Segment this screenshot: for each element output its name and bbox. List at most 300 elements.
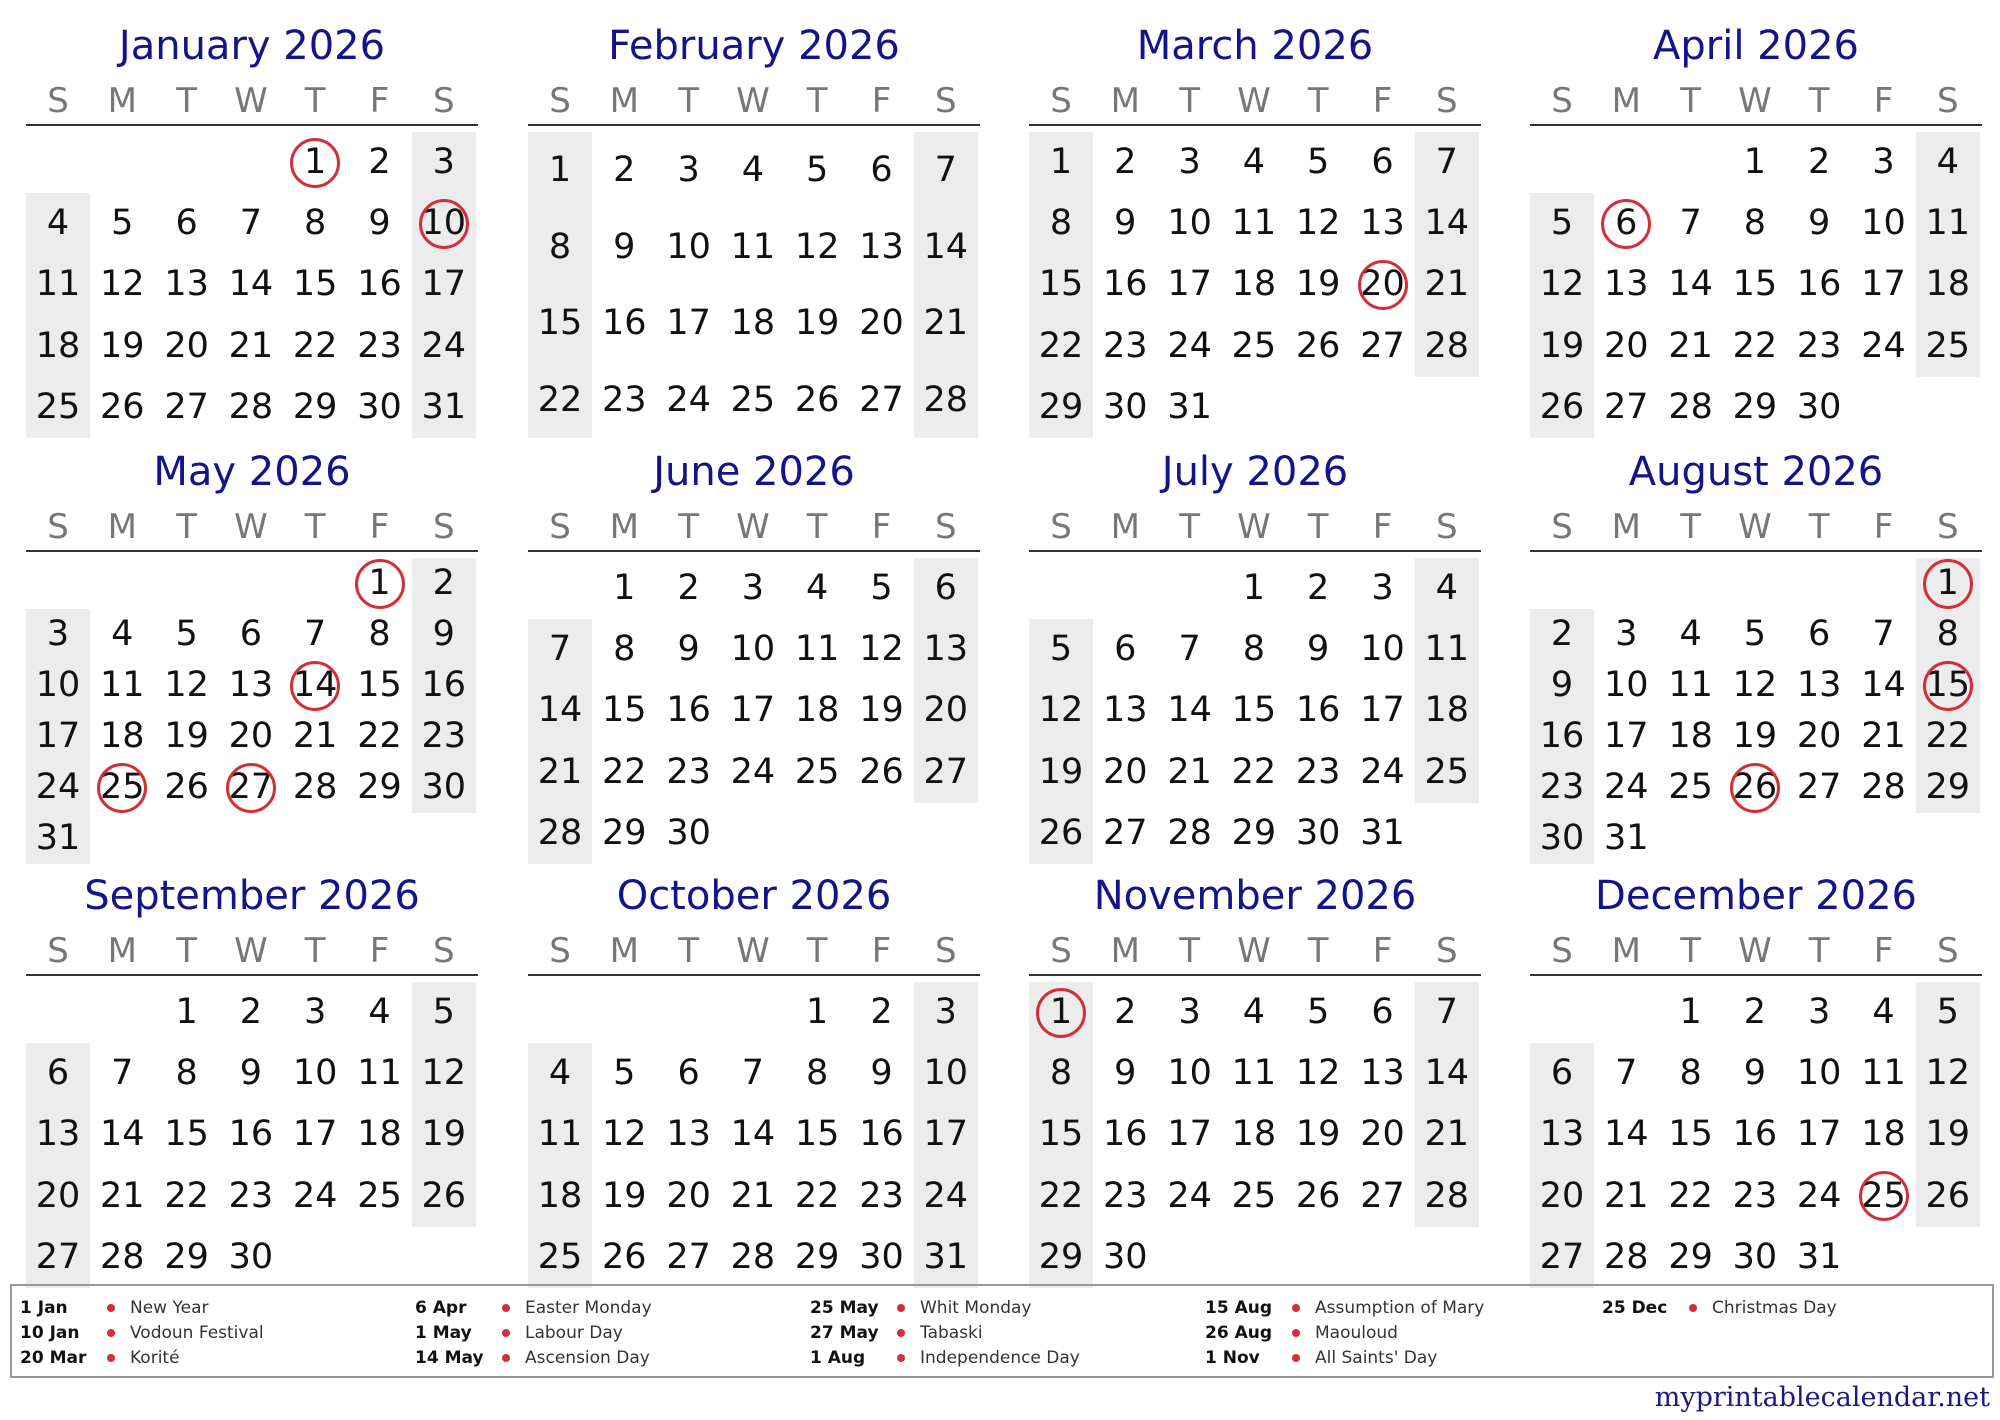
day-number: 27 xyxy=(666,1236,711,1277)
day-number: 9 xyxy=(870,1053,893,1094)
day-grid xyxy=(528,982,980,1288)
day-number: 7 xyxy=(1435,142,1458,182)
weekday-label: W xyxy=(234,507,268,547)
day-number: 28 xyxy=(1604,1236,1649,1277)
legend-date: 1 Jan xyxy=(20,1298,68,1318)
weekday-label: F xyxy=(1372,507,1393,547)
day-number: 13 xyxy=(923,629,969,670)
holiday-dot-icon xyxy=(1292,1304,1300,1312)
day-number: 15 xyxy=(794,1114,840,1155)
day-number: 12 xyxy=(602,1114,647,1155)
month-title: February 2026 xyxy=(608,23,900,69)
day-number: 7 xyxy=(934,150,957,190)
weekday-label: T xyxy=(806,931,828,971)
day-number: 2 xyxy=(1808,142,1831,182)
day-number: 25 xyxy=(537,1236,583,1277)
day-number: 24 xyxy=(666,379,711,420)
weekday-label: S xyxy=(1050,81,1072,121)
legend-name: All Saints' Day xyxy=(1315,1348,1438,1368)
day-number: 28 xyxy=(292,767,338,807)
weekday-label: S xyxy=(549,507,571,547)
day-number: 13 xyxy=(1796,665,1842,705)
day-number: 21 xyxy=(923,303,969,343)
day-number: 26 xyxy=(100,386,145,427)
day-number: 22 xyxy=(1925,716,1971,756)
holiday-dot-icon xyxy=(1292,1354,1300,1362)
day-number: 14 xyxy=(1424,1053,1470,1094)
legend-name: Vodoun Festival xyxy=(130,1323,264,1343)
holiday-dot-icon xyxy=(1689,1304,1697,1312)
day-number: 12 xyxy=(1295,203,1341,244)
weekday-header xyxy=(528,506,980,552)
weekday-label: S xyxy=(1551,931,1573,971)
day-number: 20 xyxy=(1539,1175,1585,1216)
day-number: 24 xyxy=(1796,1175,1842,1216)
day-number: 28 xyxy=(923,379,969,420)
day-number: 5 xyxy=(1936,992,1959,1032)
day-number: 15 xyxy=(1231,690,1277,731)
day-number: 2 xyxy=(368,142,391,182)
day-number: 11 xyxy=(537,1114,583,1155)
day-number: 28 xyxy=(1861,767,1906,807)
day-number: 20 xyxy=(923,690,969,731)
holiday-day: 1 xyxy=(283,132,347,193)
day-number: 2 xyxy=(677,568,700,608)
day-number: 22 xyxy=(1231,751,1277,792)
day-number: 17 xyxy=(1167,1114,1212,1155)
day-number: 1 xyxy=(548,150,572,190)
day-number: 6 xyxy=(46,1053,70,1094)
weekday-label: T xyxy=(304,507,326,547)
legend-date: 1 Nov xyxy=(1205,1348,1260,1368)
day-number: 8 xyxy=(304,203,327,244)
day-number: 5 xyxy=(613,1053,636,1094)
day-number: 7 xyxy=(1872,614,1895,654)
weekday-label: S xyxy=(433,507,455,547)
day-number: 27 xyxy=(1604,386,1649,427)
day-number: 20 xyxy=(1103,751,1148,792)
weekday-label: S xyxy=(935,931,957,971)
day-number: 7 xyxy=(1615,1053,1638,1094)
weekday-header xyxy=(26,930,478,976)
day-number: 30 xyxy=(666,812,711,853)
day-number: 22 xyxy=(1038,325,1084,366)
day-number: 17 xyxy=(1861,264,1906,305)
day-number: 3 xyxy=(677,150,700,190)
day-number: 22 xyxy=(357,716,402,756)
day-number: 16 xyxy=(859,1114,904,1155)
holiday-day: 25 xyxy=(1852,1166,1916,1227)
day-number: 16 xyxy=(1103,1114,1148,1155)
day-number: 31 xyxy=(421,386,467,427)
day-number: 17 xyxy=(923,1114,969,1155)
legend-name: New Year xyxy=(130,1298,209,1318)
day-number: 6 xyxy=(175,203,198,244)
weekday-label: T xyxy=(1680,507,1701,547)
weekday-label: F xyxy=(1873,81,1894,121)
day-number: 4 xyxy=(806,568,829,608)
weekday-label: S xyxy=(1050,507,1072,547)
day-number: 27 xyxy=(1539,1236,1585,1277)
day-number: 3 xyxy=(432,142,455,182)
day-number: 16 xyxy=(1295,690,1341,731)
weekday-header xyxy=(1029,930,1481,976)
weekday-label: M xyxy=(1611,507,1641,547)
legend-date: 20 Mar xyxy=(20,1348,87,1368)
weekday-label: S xyxy=(1937,81,1959,121)
day-number: 30 xyxy=(228,1236,274,1277)
day-number: 2 xyxy=(1114,142,1137,182)
day-number: 8 xyxy=(1679,1053,1702,1094)
day-number: 19 xyxy=(1295,264,1341,305)
weekday-label: W xyxy=(1237,931,1271,971)
day-number: 3 xyxy=(304,992,327,1032)
month-title: June 2026 xyxy=(653,449,855,495)
day-number: 7 xyxy=(1178,629,1201,670)
day-number: 6 xyxy=(677,1053,700,1094)
day-number: 26 xyxy=(1539,386,1585,427)
holiday-day: 25 xyxy=(90,762,154,813)
day-number: 15 xyxy=(602,690,647,731)
day-number: 16 xyxy=(1539,716,1585,756)
day-number: 10 xyxy=(730,629,776,670)
day-number: 26 xyxy=(859,751,904,792)
day-number: 22 xyxy=(794,1175,840,1216)
day-number: 16 xyxy=(228,1114,274,1155)
weekday-label: S xyxy=(1436,507,1458,547)
site-brand[interactable]: myprintablecalendar.net xyxy=(1654,1382,1990,1413)
day-number: 16 xyxy=(1732,1114,1778,1155)
day-number: 20 xyxy=(35,1175,81,1216)
weekday-label: T xyxy=(1179,81,1200,121)
day-number: 18 xyxy=(35,325,81,366)
day-number: 13 xyxy=(1604,264,1649,305)
day-number: 28 xyxy=(1167,812,1212,853)
day-number: 18 xyxy=(1861,1114,1906,1155)
legend-name: Maouloud xyxy=(1315,1323,1398,1343)
day-number: 18 xyxy=(1424,690,1470,731)
day-number: 25 xyxy=(1925,325,1971,366)
day-number: 29 xyxy=(602,812,647,853)
day-number: 29 xyxy=(1668,1236,1713,1277)
day-number: 20 xyxy=(228,716,274,756)
day-number: 20 xyxy=(1360,1114,1405,1155)
day-number: 9 xyxy=(613,226,636,267)
month-title: April 2026 xyxy=(1653,23,1859,69)
day-number: 28 xyxy=(1424,325,1470,366)
weekday-label: S xyxy=(433,931,455,971)
day-number: 21 xyxy=(537,751,583,792)
weekday-label: W xyxy=(1237,81,1271,121)
weekday-label: T xyxy=(176,931,197,971)
day-number: 2 xyxy=(432,563,455,603)
day-number: 10 xyxy=(1796,1053,1842,1094)
day-number: 17 xyxy=(1796,1114,1842,1155)
day-number: 28 xyxy=(730,1236,776,1277)
legend-name: Whit Monday xyxy=(920,1298,1032,1318)
day-number: 26 xyxy=(164,767,209,807)
day-number: 4 xyxy=(1242,142,1266,182)
weekday-label: M xyxy=(609,931,639,971)
day-number: 14 xyxy=(228,264,274,305)
day-number: 2 xyxy=(1743,992,1767,1032)
day-number: 16 xyxy=(666,690,711,731)
day-number: 10 xyxy=(1167,203,1212,244)
day-number: 18 xyxy=(1231,264,1277,305)
weekday-label: S xyxy=(1436,81,1458,121)
day-number: 7 xyxy=(1435,992,1458,1032)
weekday-label: M xyxy=(1110,507,1140,547)
day-number: 12 xyxy=(1925,1053,1971,1094)
holiday-dot-icon xyxy=(897,1354,905,1362)
day-number: 10 xyxy=(1604,665,1649,705)
day-number: 8 xyxy=(1049,1053,1073,1094)
day-number: 9 xyxy=(1808,203,1831,244)
weekday-label: S xyxy=(1551,507,1573,547)
day-number: 21 xyxy=(1604,1175,1649,1216)
weekday-label: S xyxy=(433,81,455,121)
holiday-dot-icon xyxy=(107,1329,115,1337)
day-number: 4 xyxy=(1936,142,1959,182)
day-number: 11 xyxy=(1861,1053,1906,1094)
day-number: 21 xyxy=(1424,1114,1470,1155)
day-number: 27 xyxy=(1360,325,1405,366)
holiday-dot-icon xyxy=(1292,1329,1300,1337)
weekday-label: W xyxy=(1237,507,1271,547)
day-number: 19 xyxy=(1539,325,1585,366)
day-number: 9 xyxy=(368,203,391,244)
holiday-dot-icon xyxy=(897,1329,905,1337)
day-number: 4 xyxy=(368,992,391,1032)
weekday-label: T xyxy=(806,507,828,547)
holiday-legend xyxy=(10,1284,1994,1378)
day-number: 4 xyxy=(1435,568,1458,608)
day-number: 8 xyxy=(1743,203,1767,244)
day-number: 29 xyxy=(1231,812,1277,853)
day-number: 10 xyxy=(35,665,81,705)
weekday-label: F xyxy=(871,507,892,547)
day-number: 29 xyxy=(292,386,338,427)
day-number: 6 xyxy=(1371,992,1394,1032)
weekday-header xyxy=(1029,506,1481,552)
day-number: 6 xyxy=(1114,629,1137,670)
day-number: 28 xyxy=(537,812,583,853)
weekday-label: F xyxy=(1873,931,1894,971)
day-number: 28 xyxy=(228,386,274,427)
day-number: 17 xyxy=(1167,264,1212,305)
day-number: 18 xyxy=(1668,716,1713,756)
day-number: 8 xyxy=(1936,614,1959,654)
day-number: 11 xyxy=(794,629,840,670)
day-number: 7 xyxy=(239,203,263,244)
holiday-dot-icon xyxy=(502,1329,510,1337)
day-number: 11 xyxy=(1424,629,1470,670)
day-number: 19 xyxy=(164,716,209,756)
weekday-label: T xyxy=(1307,81,1329,121)
weekday-label: T xyxy=(304,81,326,121)
day-number: 27 xyxy=(1103,812,1148,853)
day-number: 31 xyxy=(1167,386,1212,427)
day-number: 17 xyxy=(1604,716,1649,756)
day-number: 23 xyxy=(1539,767,1585,807)
day-number: 14 xyxy=(1668,264,1713,305)
day-number: 11 xyxy=(35,264,81,305)
day-number: 21 xyxy=(1424,264,1470,305)
day-number: 7 xyxy=(741,1053,765,1094)
day-number: 31 xyxy=(923,1236,969,1277)
month-title: September 2026 xyxy=(84,873,420,919)
legend-name: Assumption of Mary xyxy=(1315,1298,1485,1318)
month-title: October 2026 xyxy=(616,873,892,919)
weekday-label: W xyxy=(1738,507,1772,547)
weekday-label: M xyxy=(609,507,639,547)
day-number: 11 xyxy=(1231,1053,1277,1094)
day-number: 1 xyxy=(1049,142,1073,182)
day-number: 19 xyxy=(421,1114,467,1155)
weekday-label: W xyxy=(234,81,268,121)
day-number: 22 xyxy=(1668,1175,1713,1216)
day-number: 25 xyxy=(1668,767,1713,807)
weekday-label: T xyxy=(1307,931,1329,971)
day-number: 1 xyxy=(1242,568,1266,608)
day-number: 8 xyxy=(806,1053,829,1094)
day-grid xyxy=(528,132,980,438)
day-number: 4 xyxy=(741,150,765,190)
day-number: 22 xyxy=(292,325,338,366)
day-number: 29 xyxy=(1732,386,1778,427)
day-number: 18 xyxy=(794,690,840,731)
day-number: 14 xyxy=(730,1114,776,1155)
day-number: 30 xyxy=(859,1236,904,1277)
weekday-label: F xyxy=(369,81,390,121)
weekday-label: T xyxy=(1808,81,1830,121)
day-number: 24 xyxy=(1167,325,1212,366)
day-number: 25 xyxy=(1231,325,1277,366)
legend-date: 27 May xyxy=(810,1323,879,1343)
day-number: 13 xyxy=(164,264,209,305)
day-number: 22 xyxy=(537,379,583,420)
day-number: 24 xyxy=(923,1175,969,1216)
day-number: 7 xyxy=(548,629,572,670)
day-number: 11 xyxy=(357,1053,402,1094)
day-number: 5 xyxy=(806,150,829,190)
holiday-dot-icon xyxy=(107,1304,115,1312)
weekday-label: T xyxy=(806,81,828,121)
day-number: 22 xyxy=(602,751,647,792)
day-number: 2 xyxy=(239,992,263,1032)
day-number: 17 xyxy=(421,264,467,305)
day-number: 21 xyxy=(292,716,338,756)
day-number: 12 xyxy=(1038,690,1084,731)
legend-name: Korité xyxy=(130,1348,180,1368)
day-number: 9 xyxy=(1114,203,1137,244)
day-number: 21 xyxy=(730,1175,776,1216)
day-number: 19 xyxy=(1732,716,1778,756)
day-number: 8 xyxy=(368,614,391,654)
day-number: 13 xyxy=(35,1114,81,1155)
day-grid xyxy=(1029,558,1481,864)
weekday-label: F xyxy=(871,931,892,971)
holiday-day: 27 xyxy=(219,762,283,813)
day-number: 6 xyxy=(870,150,893,190)
day-number: 3 xyxy=(1615,614,1638,654)
weekday-label: M xyxy=(107,931,137,971)
day-number: 14 xyxy=(923,226,969,267)
day-number: 21 xyxy=(100,1175,145,1216)
day-number: 31 xyxy=(1796,1236,1842,1277)
day-number: 5 xyxy=(175,614,198,654)
day-number: 21 xyxy=(1668,325,1713,366)
weekday-header xyxy=(26,80,478,126)
holiday-day: 14 xyxy=(283,660,347,711)
legend-date: 25 Dec xyxy=(1602,1298,1668,1318)
day-number: 9 xyxy=(1550,665,1574,705)
day-number: 17 xyxy=(730,690,776,731)
day-number: 23 xyxy=(859,1175,904,1216)
day-grid xyxy=(26,558,478,864)
weekday-label: M xyxy=(1611,81,1641,121)
day-number: 8 xyxy=(1049,203,1073,244)
day-number: 30 xyxy=(421,767,467,807)
day-number: 26 xyxy=(1295,1175,1341,1216)
weekday-header xyxy=(1530,506,1982,552)
day-number: 13 xyxy=(1103,690,1148,731)
day-number: 15 xyxy=(357,665,402,705)
month-title: August 2026 xyxy=(1628,449,1884,495)
day-number: 11 xyxy=(730,226,776,267)
day-number: 12 xyxy=(421,1053,467,1094)
day-number: 4 xyxy=(1679,614,1702,654)
day-number: 21 xyxy=(1861,716,1906,756)
legend-date: 15 Aug xyxy=(1205,1298,1273,1318)
day-number: 1 xyxy=(613,568,636,608)
weekday-label: M xyxy=(107,81,137,121)
day-number: 14 xyxy=(100,1114,145,1155)
weekday-label: T xyxy=(1307,507,1329,547)
day-number: 1 xyxy=(1679,992,1702,1032)
day-number: 24 xyxy=(730,751,776,792)
day-number: 29 xyxy=(794,1236,840,1277)
day-number: 2 xyxy=(613,150,636,190)
legend-name: Ascension Day xyxy=(525,1348,650,1368)
day-number: 3 xyxy=(46,614,70,654)
day-number: 17 xyxy=(1360,690,1405,731)
day-grid xyxy=(1530,558,1982,864)
weekday-label: F xyxy=(871,81,892,121)
day-number: 3 xyxy=(1872,142,1895,182)
day-number: 14 xyxy=(537,690,583,731)
day-number: 2 xyxy=(870,992,893,1032)
legend-name: Christmas Day xyxy=(1712,1298,1837,1318)
weekday-label: M xyxy=(1110,931,1140,971)
weekday-label: S xyxy=(549,931,571,971)
day-grid xyxy=(26,982,478,1288)
day-number: 6 xyxy=(1371,142,1394,182)
weekday-label: F xyxy=(1873,507,1894,547)
weekday-label: S xyxy=(1937,931,1959,971)
day-number: 21 xyxy=(228,325,274,366)
month-title: May 2026 xyxy=(153,449,351,495)
weekday-label: T xyxy=(1179,507,1200,547)
day-number: 5 xyxy=(1307,992,1330,1032)
day-number: 3 xyxy=(1178,142,1201,182)
day-number: 16 xyxy=(357,264,402,305)
day-number: 26 xyxy=(602,1236,647,1277)
day-number: 24 xyxy=(1861,325,1906,366)
day-number: 22 xyxy=(1732,325,1778,366)
weekday-label: F xyxy=(369,507,390,547)
weekday-header xyxy=(1530,930,1982,976)
